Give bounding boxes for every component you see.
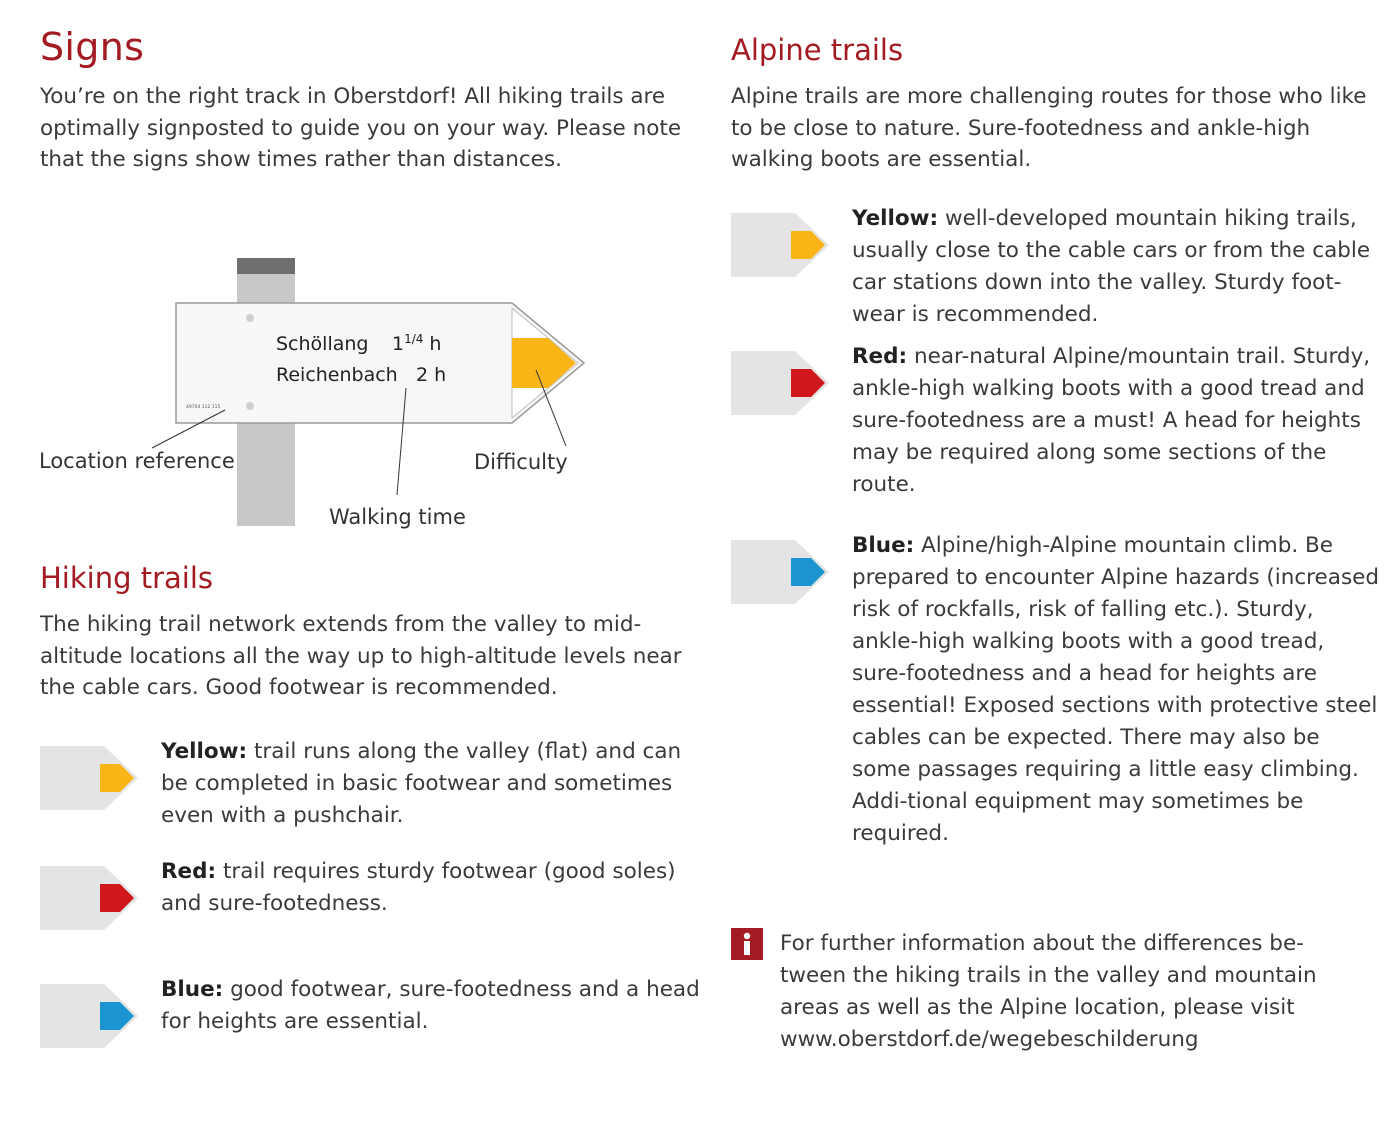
walking-time-label: Walking time bbox=[329, 505, 466, 529]
blue-trail-marker-icon bbox=[40, 984, 138, 1048]
signs-title: Signs bbox=[40, 25, 145, 69]
signpost-diagram bbox=[30, 250, 610, 540]
alpine-trails-intro: Alpine trails are more challenging routes for those who like to be close to nature. Sure-footedness and ankle-high walking boots are essential. bbox=[731, 84, 1367, 172]
location-reference-label: Location reference bbox=[39, 449, 235, 473]
signpost-pole-cap bbox=[237, 258, 295, 274]
hiking-blue-text: Blue: good footwear, sure-footedness and a head for heights are essential. bbox=[161, 977, 700, 1034]
alpine-blue-text: Blue: Alpine/high-Alpine mountain climb. Be prepared to encounter Alpine hazards (increased risk of rockfalls, risk of falling etc.). Sturdy, ankle-high walking boots with a good tread, sure-footedness and a head for heights are essential! Exposed sections with protective steel cables can be expected. There may also be some passages requiring a little easy climbing. Addi-tional equipment may sometimes be required. bbox=[852, 533, 1380, 846]
sign-location-code: 49704 112 115 bbox=[186, 405, 221, 410]
red-trail-marker-icon bbox=[40, 866, 138, 930]
hiking-trails-intro: The hiking trail network extends from the valley to mid-altitude locations all the way up to high-altitude levels near the cable cars. Good footwear is recommended. bbox=[40, 612, 682, 700]
sign-destination-2: Reichenbach bbox=[276, 364, 398, 386]
hiking-yellow-text: Yellow: trail runs along the valley (flat) and can be completed in basic footwear and sometimes even with a pushchair. bbox=[161, 739, 682, 828]
further-information-text: For further information about the differences be-tween the hiking trails in the valley and mountain areas as well as the Alpine location, please visit www.oberstdorf.de/wegebeschilderung bbox=[780, 931, 1317, 1052]
alpine-red-text: Red: near-natural Alpine/mountain trail. Sturdy, ankle-high walking boots with a good tread and sure-footedness are a must! A head for heights may be required along some sections of the route. bbox=[852, 344, 1371, 497]
alpine-trails-title: Alpine trails bbox=[731, 33, 904, 67]
sign-destination-1: Schöllang bbox=[276, 333, 369, 355]
sign-time-1: $1^{1/4}$ h bbox=[392, 332, 442, 355]
red-trail-marker-icon bbox=[731, 351, 829, 415]
sign-screw-bottom bbox=[246, 402, 254, 410]
yellow-trail-marker-icon bbox=[731, 213, 829, 277]
alpine-yellow-text: Yellow: well-developed mountain hiking trails, usually close to the cable cars or from the cable car stations down into the valley. Sturdy foot-wear is recommended. bbox=[852, 206, 1371, 327]
blue-trail-marker-icon bbox=[731, 540, 829, 604]
sign-screw-top bbox=[246, 314, 254, 322]
hiking-red-text: Red: trail requires sturdy footwear (good soles) and sure-footedness. bbox=[161, 859, 676, 916]
yellow-trail-marker-icon bbox=[40, 746, 138, 810]
signs-intro: You’re on the right track in Oberstdorf! All hiking trails are optimally signposted to guide you on your way. Please note that the signs show times rather than distances. bbox=[40, 84, 682, 172]
sign-time-2: 2 h bbox=[416, 364, 447, 386]
yellow-arrow-icon bbox=[512, 338, 576, 388]
difficulty-label: Difficulty bbox=[474, 450, 568, 474]
hiking-trails-title: Hiking trails bbox=[40, 561, 214, 595]
info-icon bbox=[731, 928, 763, 960]
